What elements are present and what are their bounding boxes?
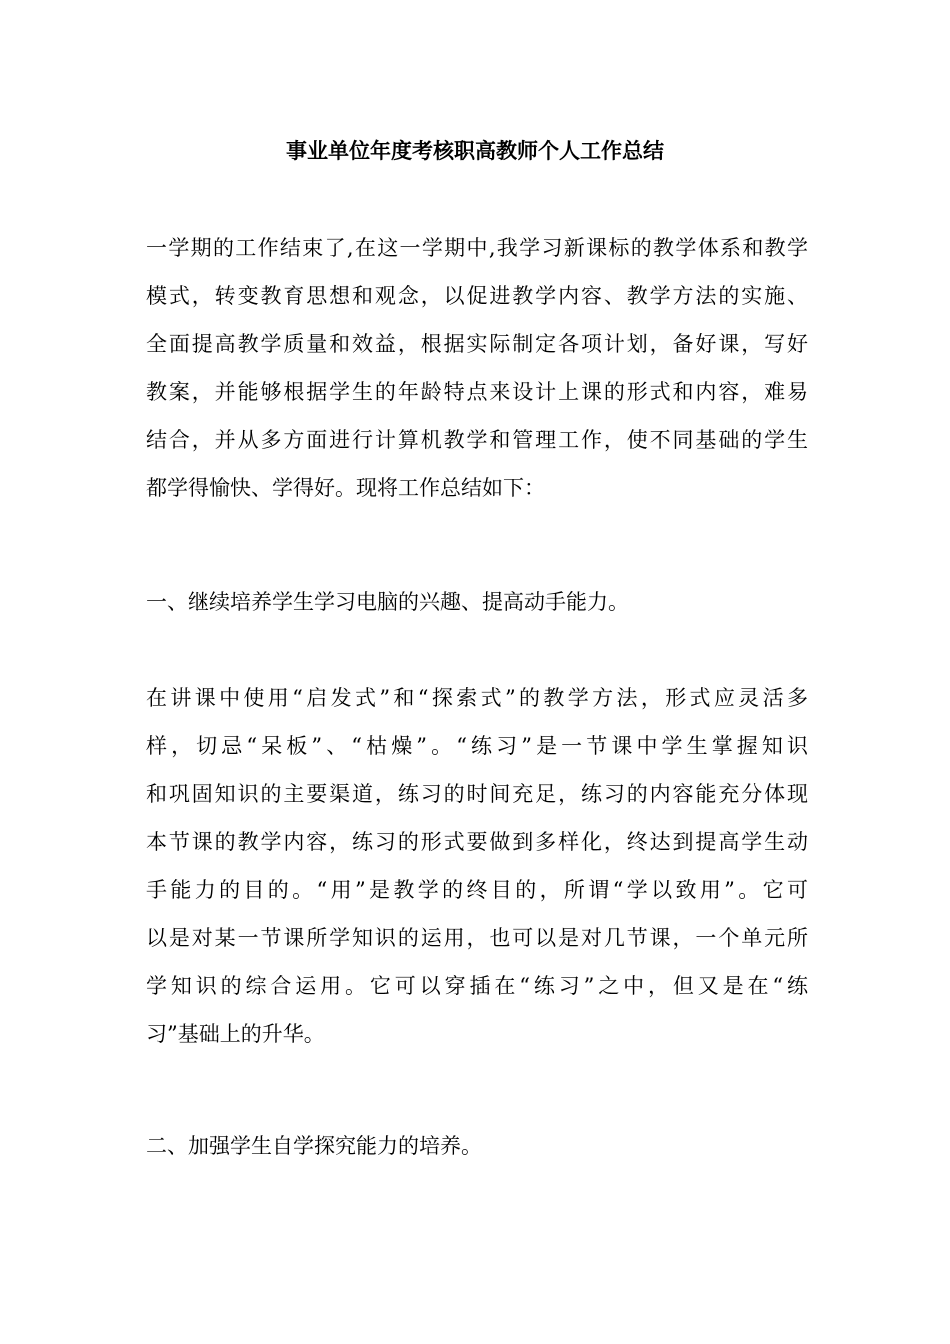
paragraph-line: 手能力的目的。“用”是教学的终目的，所谓“学以致用”。它可 <box>146 878 808 902</box>
intro-paragraph <box>146 224 808 512</box>
paragraph-line: 在讲课中使用“启发式”和“探索式”的教学方法，形式应灵活多 <box>146 686 808 710</box>
paragraph-line: 一学期的工作结束了,在这一学期中,我学习新课标的教学体系和教学 <box>146 236 808 260</box>
section-2-heading <box>146 1122 808 1170</box>
paragraph-line: 学知识的综合运用。它可以穿插在“练习”之中，但又是在“练 <box>146 974 808 998</box>
paragraph-line: 教案，并能够根据学生的年龄特点来设计上课的形式和内容，难易 <box>146 380 808 404</box>
paragraph-line: 样，切忌“呆板”、“枯燥”。“练习”是一节课中学生掌握知识 <box>146 734 808 758</box>
document-title: 事业单位年度考核职高教师个人工作总结 <box>286 138 664 163</box>
paragraph-line: 全面提高教学质量和效益，根据实际制定各项计划，备好课，写好 <box>146 332 808 356</box>
heading-text: 一、继续培养学生学习电脑的兴趣、提高动手能力。 <box>146 590 629 614</box>
heading-text: 二、加强学生自学探究能力的培养。 <box>146 1134 482 1158</box>
paragraph-line: 习”基础上的升华。 <box>146 1022 325 1046</box>
paragraph-line: 以是对某一节课所学知识的运用，也可以是对几节课，一个单元所 <box>146 926 808 950</box>
paragraph-line: 都学得愉快、学得好。现将工作总结如下： <box>146 476 545 500</box>
section-1-paragraph <box>146 674 808 1058</box>
section-1-heading <box>146 578 808 626</box>
paragraph-line: 和巩固知识的主要渠道，练习的时间充足，练习的内容能充分体现 <box>146 782 808 806</box>
paragraph-line: 本节课的教学内容，练习的形式要做到多样化，终达到提高学生动 <box>146 830 808 854</box>
paragraph-line: 模式，转变教育思想和观念，以促进教学内容、教学方法的实施、 <box>146 284 808 308</box>
paragraph-line: 结合，并从多方面进行计算机教学和管理工作，使不同基础的学生 <box>146 428 808 452</box>
